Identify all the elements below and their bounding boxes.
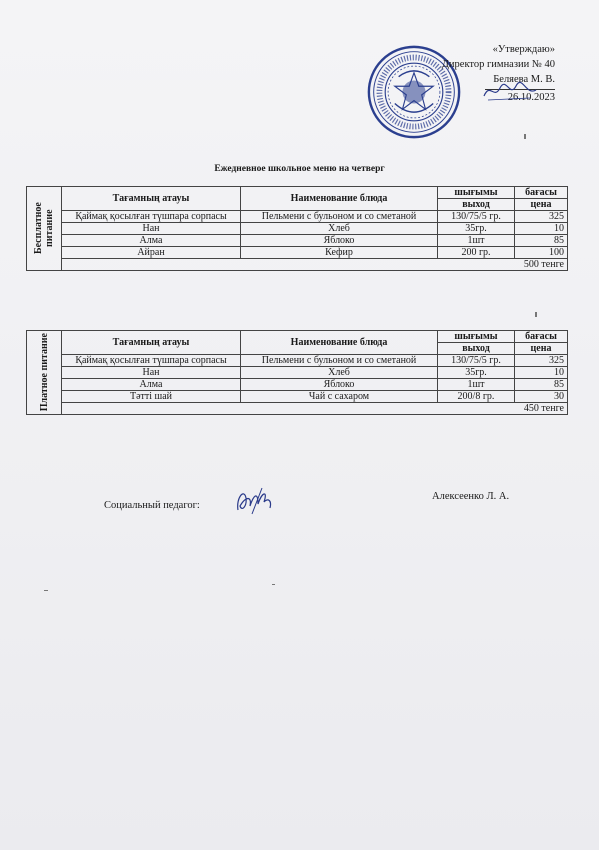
cell-ru: Пельмени с бульоном и со сметаной [241, 211, 438, 223]
table-row [27, 355, 568, 367]
table-row [27, 235, 568, 247]
cell-yield: 35гр. [438, 223, 515, 235]
header-yield-kz: шығымы [438, 187, 515, 199]
table-side-label: Платное питание [27, 331, 62, 415]
cell-kz: Қаймақ қосылған түшпара сорпасы [62, 211, 241, 223]
header-kz-name: Тағамның атауы [62, 331, 241, 355]
approval-position: Директор гимназии № 40 [441, 59, 555, 70]
paper-mark [524, 134, 526, 139]
table-row [27, 391, 568, 403]
cell-price: 100 [515, 247, 568, 259]
cell-kz: Нан [62, 223, 241, 235]
table-row [27, 223, 568, 235]
approval-title: «Утверждаю» [492, 44, 555, 55]
table-row [27, 367, 568, 379]
cell-kz: Айран [62, 247, 241, 259]
approval-name: Беляева М. В. [493, 74, 555, 85]
header-ru-name: Наименование блюда [241, 331, 438, 355]
cell-ru: Кефир [241, 247, 438, 259]
cell-price: 325 [515, 211, 568, 223]
header-price-kz: бағасы [515, 331, 568, 343]
header-yield-ru: выход [438, 343, 515, 355]
footer-name: Алексеенко Л. А. [432, 491, 510, 502]
cell-price: 10 [515, 223, 568, 235]
cell-kz: Нан [62, 367, 241, 379]
header-price-ru: цена [515, 199, 568, 211]
cell-ru: Яблоко [241, 235, 438, 247]
cell-kz: Тәтті шай [62, 391, 241, 403]
menu-table-free [26, 186, 568, 271]
approval-date: 26.10.2023 [507, 92, 555, 103]
cell-yield: 1шт [438, 379, 515, 391]
cell-ru: Пельмени с бульоном и со сметаной [241, 355, 438, 367]
cell-yield: 1шт [438, 235, 515, 247]
table-side-label: Бесплатное питание [27, 187, 62, 271]
table-row [27, 247, 568, 259]
cell-ru: Чай с сахаром [241, 391, 438, 403]
cell-ru: Хлеб [241, 223, 438, 235]
table-total: 450 тенге [62, 403, 568, 415]
cell-ru: Хлеб [241, 367, 438, 379]
cell-price: 325 [515, 355, 568, 367]
header-price-kz: бағасы [515, 187, 568, 199]
cell-yield: 35гр. [438, 367, 515, 379]
cell-price: 85 [515, 379, 568, 391]
footer-role: Социальный педагог: [104, 500, 200, 511]
header-yield-kz: шығымы [438, 331, 515, 343]
cell-yield: 130/75/5 гр. [438, 211, 515, 223]
header-price-ru: цена [515, 343, 568, 355]
cell-price: 85 [515, 235, 568, 247]
paper-mark [272, 584, 275, 585]
cell-price: 10 [515, 367, 568, 379]
table-total: 500 тенге [62, 259, 568, 271]
table-row [27, 379, 568, 391]
cell-kz: Қаймақ қосылған түшпара сорпасы [62, 355, 241, 367]
cell-kz: Алма [62, 235, 241, 247]
table-row [27, 211, 568, 223]
page-title: Ежедневное школьное меню на четверг [214, 164, 385, 174]
paper-mark [535, 312, 537, 317]
header-yield-ru: выход [438, 199, 515, 211]
header-ru-name: Наименование блюда [241, 187, 438, 211]
cell-price: 30 [515, 391, 568, 403]
menu-table-paid [26, 330, 568, 415]
cell-yield: 130/75/5 гр. [438, 355, 515, 367]
cell-yield: 200/8 гр. [438, 391, 515, 403]
social-pedagogue-signature-icon [232, 484, 276, 518]
header-kz-name: Тағамның атауы [62, 187, 241, 211]
cell-kz: Алма [62, 379, 241, 391]
paper-mark [44, 590, 48, 591]
director-signature-icon [480, 78, 540, 104]
cell-yield: 200 гр. [438, 247, 515, 259]
cell-ru: Яблоко [241, 379, 438, 391]
